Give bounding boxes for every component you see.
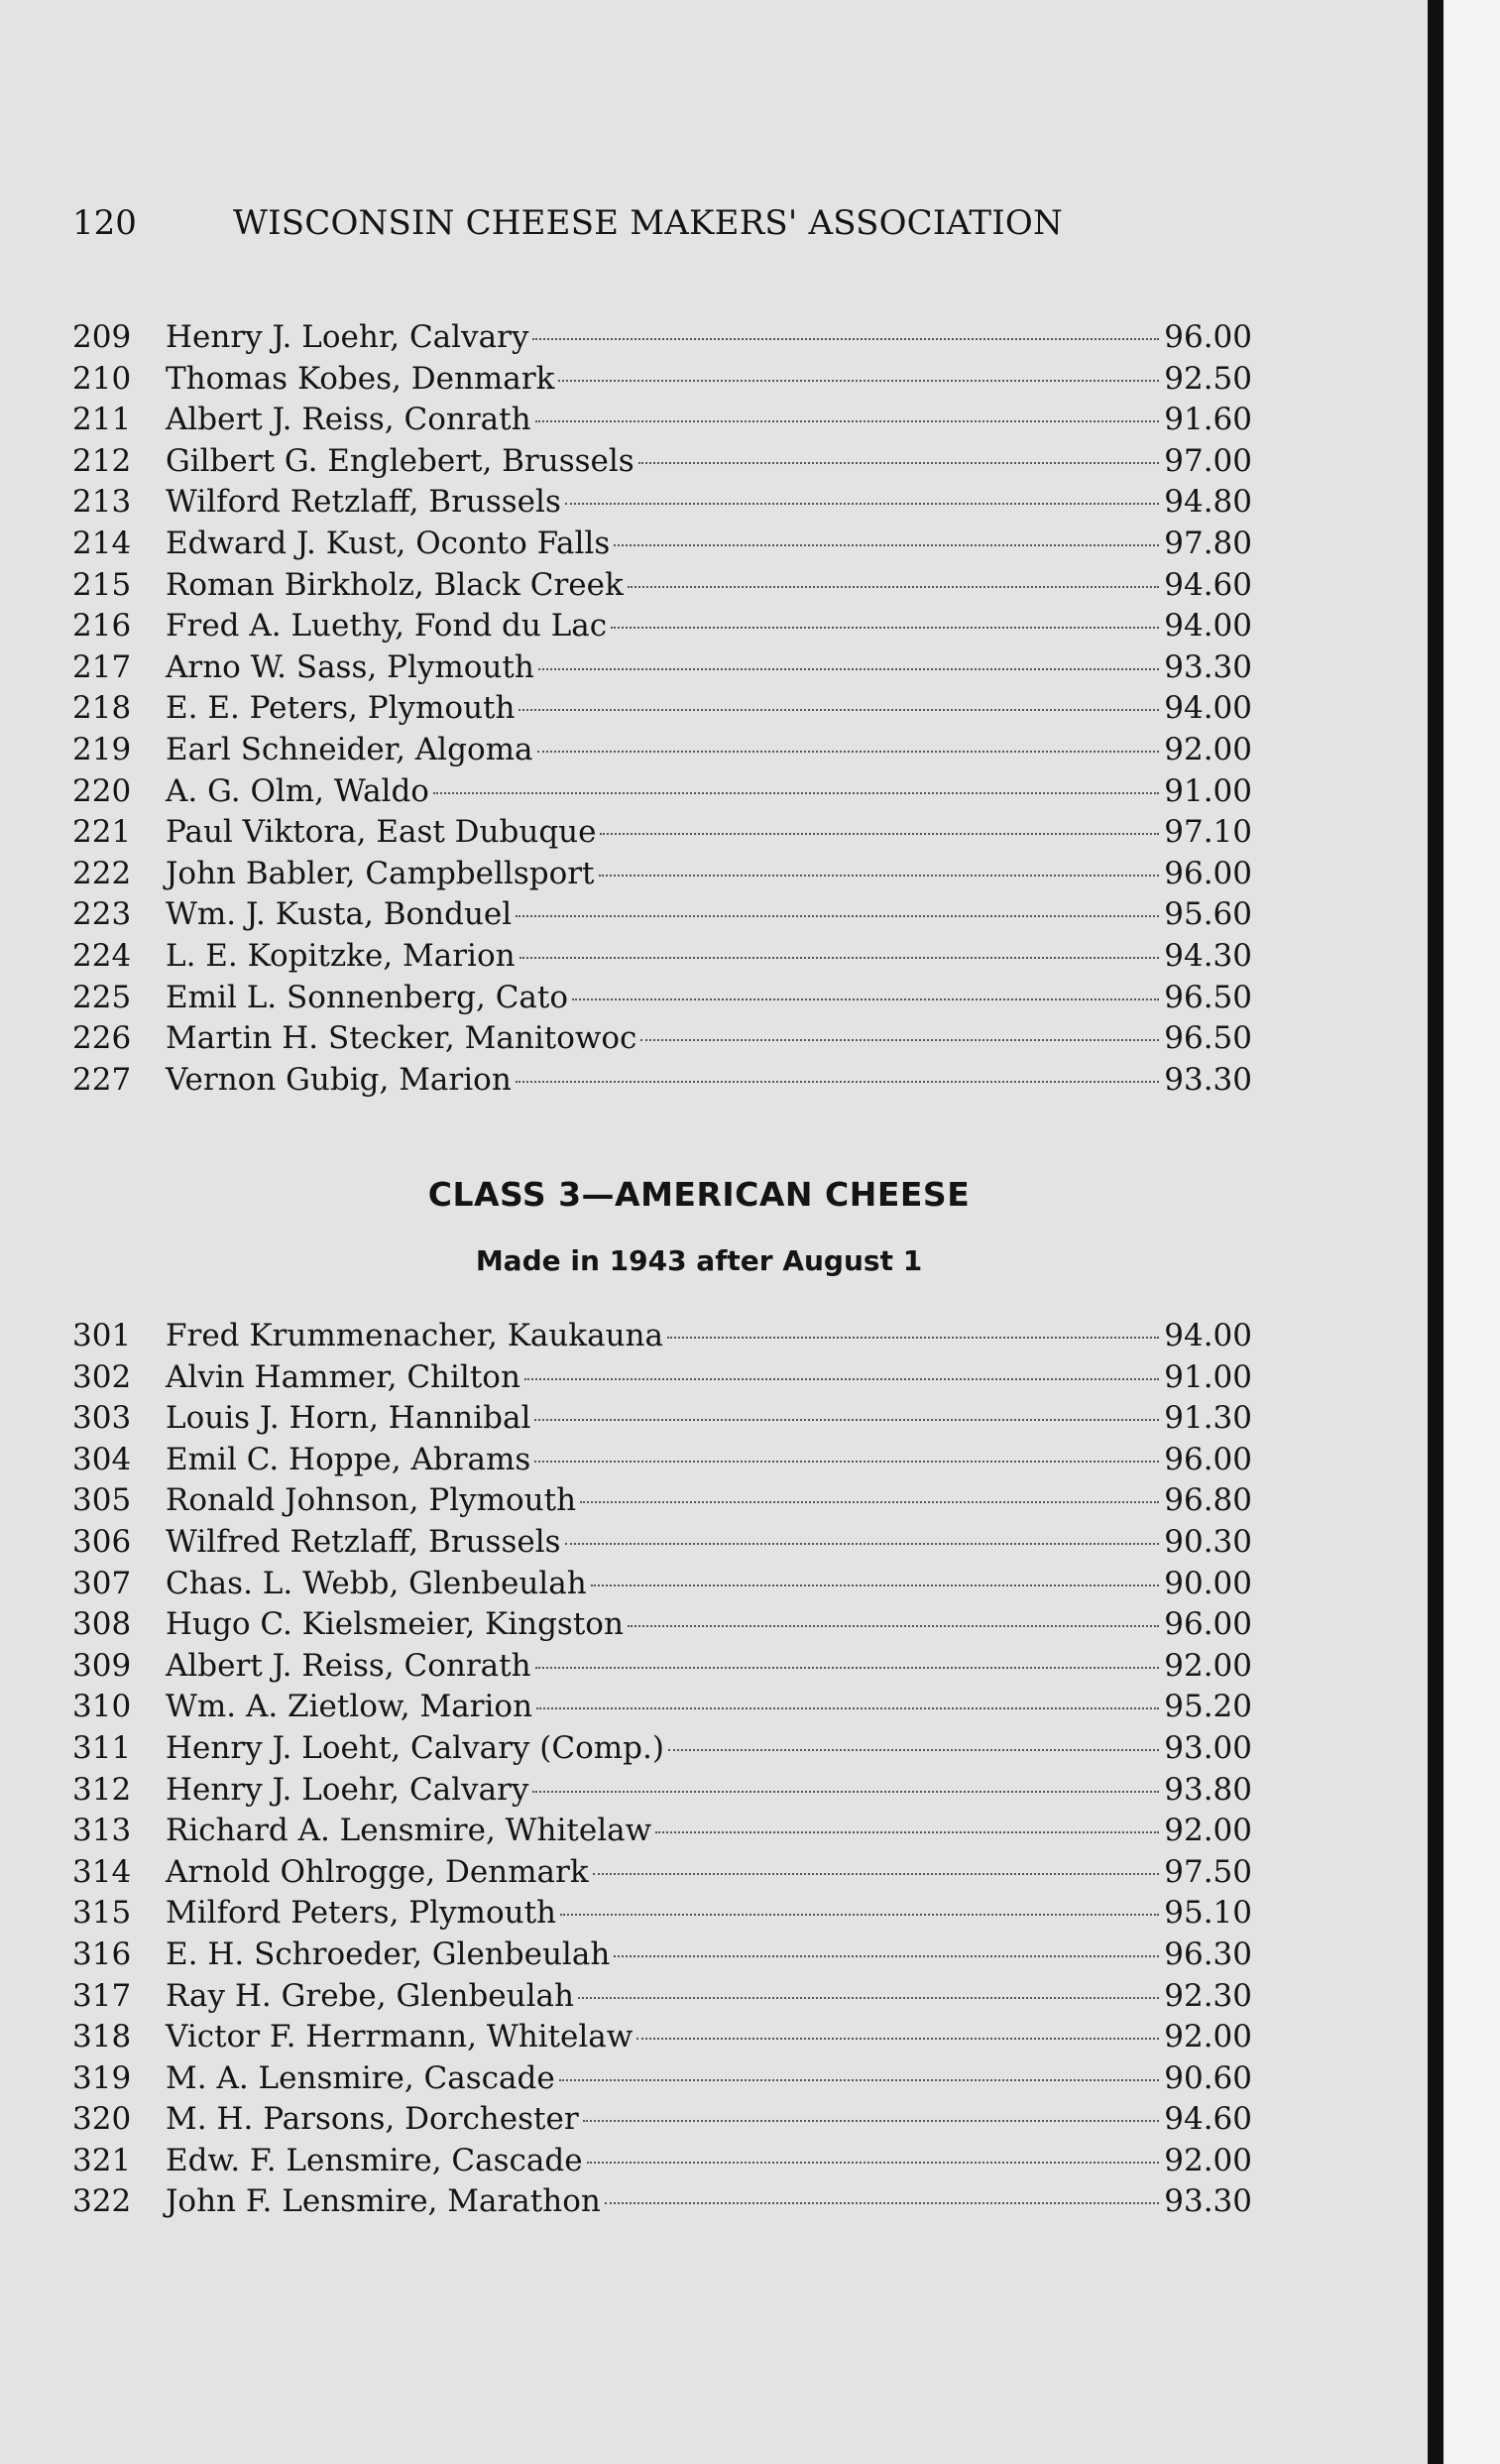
dot-leader [535,420,1159,422]
entry-name: Earl Schneider, Algoma [166,731,533,767]
entry-score: 94.00 [1164,1318,1252,1353]
entry-score: 96.80 [1164,1482,1252,1519]
entry-number: 319 [72,2059,132,2096]
dot-leader [599,875,1159,877]
entry-name: A. G. Olm, Waldo [166,772,429,809]
entry-row [72,894,1252,936]
entry-score: 93.80 [1164,1771,1252,1808]
entry-row [72,1316,1252,1357]
entry-name: Emil L. Sonnenberg, Cato [166,979,569,1015]
entry-row [72,2058,1252,2100]
entry-row [72,978,1252,1019]
dot-leader [559,2079,1159,2081]
entry-row [72,730,1252,771]
entry-number: 213 [72,484,132,521]
dot-leader [534,1419,1159,1421]
running-head [72,203,1103,247]
dot-leader [640,1039,1159,1041]
entry-name: Arno W. Sass, Plymouth [166,648,534,685]
dot-leader [534,1461,1159,1463]
entry-row [72,1852,1252,1894]
entry-score: 97.10 [1164,814,1252,851]
entry-number: 224 [72,937,132,974]
entry-row [72,482,1252,524]
entry-name: Albert J. Reiss, Conrath [166,1647,531,1684]
entry-name: Thomas Kobes, Denmark [166,360,555,397]
dot-leader [655,1831,1159,1833]
entry-score: 95.20 [1164,1689,1252,1725]
entry-row [72,317,1252,359]
entry-name: Arnold Ohlrogge, Denmark [166,1853,589,1890]
entry-number: 311 [72,1729,132,1766]
entry-number: 308 [72,1606,132,1643]
entry-number: 220 [72,772,132,809]
entry-score: 92.00 [1164,2142,1252,2178]
entry-name: E. H. Schroeder, Glenbeulah [166,1936,611,1972]
entry-row [72,441,1252,483]
dot-leader [516,915,1159,917]
dot-leader [433,792,1159,794]
entry-row [72,1522,1252,1564]
entry-name: Richard A. Lensmire, Whitelaw [166,1813,652,1849]
entry-score: 94.00 [1164,690,1252,727]
entry-row [72,812,1252,854]
entry-number: 304 [72,1441,132,1477]
dot-leader [565,1543,1159,1545]
dot-leader [628,1625,1159,1627]
entry-row [72,936,1252,978]
entry-name: Vernon Gubig, Marion [166,1061,512,1098]
entry-score: 97.00 [1164,442,1252,479]
dot-leader [580,1501,1159,1503]
entry-score: 92.00 [1164,1647,1252,1684]
entry-list-class-3 [72,1316,1252,2223]
entry-number: 212 [72,442,132,479]
entry-row [72,647,1252,689]
entry-number: 221 [72,814,132,851]
dot-leader [578,1997,1159,1999]
entry-row [72,606,1252,647]
entry-number: 215 [72,566,132,603]
entry-number: 209 [72,319,132,355]
dot-leader [638,462,1159,464]
entry-row [72,1893,1252,1935]
dot-leader [614,1955,1159,1957]
entry-score: 92.00 [1164,1813,1252,1849]
entry-row [72,1060,1252,1102]
entry-number: 301 [72,1318,132,1353]
dot-leader [605,2202,1159,2204]
entry-score: 92.00 [1164,2019,1252,2055]
book-edge-shadow [1428,0,1443,2464]
entry-number: 218 [72,690,132,727]
entry-name: Wilfred Retzlaff, Brussels [166,1523,561,1560]
entry-list-class-2 [72,317,1252,1101]
entry-name: Fred Krummenacher, Kaukauna [166,1318,663,1353]
entry-number: 314 [72,1853,132,1890]
entry-number: 302 [72,1358,132,1395]
entry-score: 92.50 [1164,360,1252,397]
entry-score: 96.00 [1164,1606,1252,1643]
entry-name: Albert J. Reiss, Conrath [166,402,531,438]
entry-name: Henry J. Loehr, Calvary [166,1771,529,1808]
entry-score: 95.10 [1164,1895,1252,1932]
entry-name: Edw. F. Lensmire, Cascade [166,2142,583,2178]
entry-number: 216 [72,608,132,645]
entry-number: 316 [72,1936,132,1972]
entry-score: 90.00 [1164,1565,1252,1601]
entry-number: 307 [72,1565,132,1601]
entry-number: 318 [72,2019,132,2055]
entry-score: 96.50 [1164,979,1252,1015]
entry-number: 303 [72,1400,132,1437]
entry-name: L. E. Kopitzke, Marion [166,937,516,974]
entry-name: John F. Lensmire, Marathon [166,2183,601,2220]
section-subheading: Made in 1943 after August 1 [475,1244,923,1277]
entry-name: Henry J. Loeht, Calvary (Comp.) [166,1729,664,1766]
entry-row [72,2181,1252,2223]
entry-score: 93.30 [1164,2183,1252,2220]
entry-score: 93.00 [1164,1729,1252,1766]
dot-leader [636,2038,1159,2040]
dot-leader [535,1667,1159,1669]
scan-background [1443,0,1500,2464]
entry-number: 321 [72,2142,132,2178]
entry-row [72,1811,1252,1852]
entry-score: 92.00 [1164,731,1252,767]
entry-score: 94.60 [1164,566,1252,603]
entry-name: Victor F. Herrmann, Whitelaw [166,2019,634,2055]
dot-leader [560,1914,1159,1916]
entry-row [72,1728,1252,1770]
entry-name: Ronald Johnson, Plymouth [166,1482,577,1519]
entry-name: Louis J. Horn, Hannibal [166,1400,531,1437]
entry-score: 91.00 [1164,1358,1252,1395]
entry-score: 94.30 [1164,937,1252,974]
entry-score: 94.60 [1164,2101,1252,2138]
entry-score: 96.00 [1164,855,1252,891]
dot-leader [667,1337,1159,1339]
entry-name: Chas. L. Webb, Glenbeulah [166,1565,587,1601]
entry-name: Emil C. Hoppe, Abrams [166,1441,531,1477]
entry-number: 313 [72,1813,132,1849]
entry-number: 305 [72,1482,132,1519]
entry-score: 93.30 [1164,1061,1252,1098]
entry-number: 306 [72,1523,132,1560]
entry-row [72,854,1252,895]
entry-number: 225 [72,979,132,1015]
entry-name: Paul Viktora, East Dubuque [166,814,597,851]
dot-leader [532,1791,1159,1793]
entry-name: Henry J. Loehr, Calvary [166,319,529,355]
entry-name: Martin H. Stecker, Manitowoc [166,1020,637,1057]
entry-name: Hugo C. Kielsmeier, Kingston [166,1606,624,1643]
entry-row [72,1604,1252,1646]
entry-row [72,1687,1252,1728]
entry-name: Fred A. Luethy, Fond du Lac [166,608,608,645]
dot-leader [519,957,1159,959]
dot-leader [524,1378,1159,1380]
entry-name: Ray H. Grebe, Glenbeulah [166,1977,574,2014]
entry-name: Gilbert G. Englebert, Brussels [166,442,635,479]
dot-leader [532,338,1159,340]
dot-leader [611,627,1159,629]
entry-name: Wilford Retzlaff, Brussels [166,484,561,521]
entry-number: 317 [72,1977,132,2014]
entry-number: 210 [72,360,132,397]
entry-name: Roman Birkholz, Black Creek [166,566,624,603]
entry-name: John Babler, Campbellsport [166,855,595,891]
entry-score: 97.80 [1164,525,1252,561]
dot-leader [519,709,1159,711]
dot-leader [565,503,1159,505]
entry-row [72,771,1252,813]
page-number: 120 [72,203,137,243]
entry-score: 97.50 [1164,1853,1252,1890]
entry-score: 91.30 [1164,1400,1252,1437]
entry-row [72,1935,1252,1976]
entry-row [72,1564,1252,1605]
entry-number: 219 [72,731,132,767]
entry-name: M. A. Lensmire, Cascade [166,2059,555,2096]
entry-number: 309 [72,1647,132,1684]
entry-number: 315 [72,1895,132,1932]
dot-leader [516,1081,1159,1083]
entry-score: 93.30 [1164,648,1252,685]
dot-leader [537,751,1160,753]
page-title: WISCONSIN CHEESE MAKERS' ASSOCIATION [233,203,1063,243]
entry-score: 95.60 [1164,896,1252,933]
dot-leader [614,544,1159,546]
entry-row [72,359,1252,401]
entry-number: 226 [72,1020,132,1057]
entry-score: 96.00 [1164,1441,1252,1477]
entry-row [72,565,1252,607]
entry-row [72,1357,1252,1399]
dot-leader [558,380,1159,382]
entry-name: E. E. Peters, Plymouth [166,690,516,727]
entry-name: Wm. A. Zietlow, Marion [166,1689,533,1725]
entry-number: 223 [72,896,132,933]
entry-row [72,2017,1252,2058]
entry-row [72,2141,1252,2182]
entry-row [72,1018,1252,1060]
entry-row [72,1770,1252,1812]
dot-leader [600,833,1159,835]
section-heading: CLASS 3—AMERICAN CHEESE [427,1175,971,1214]
entry-number: 322 [72,2183,132,2220]
entry-score: 90.30 [1164,1523,1252,1560]
entry-row [72,524,1252,565]
entry-number: 227 [72,1061,132,1098]
entry-score: 96.00 [1164,319,1252,355]
entry-row [72,400,1252,441]
dot-leader [538,668,1159,670]
entry-name: M. H. Parsons, Dorchester [166,2101,579,2138]
entry-row [72,2099,1252,2141]
entry-score: 96.30 [1164,1936,1252,1972]
entry-row [72,1976,1252,2018]
entry-number: 211 [72,402,132,438]
entry-number: 312 [72,1771,132,1808]
entry-score: 90.60 [1164,2059,1252,2096]
entry-score: 94.00 [1164,608,1252,645]
entry-row [72,1480,1252,1522]
dot-leader [591,1584,1159,1586]
dot-leader [583,2120,1159,2122]
entry-name: Milford Peters, Plymouth [166,1895,557,1932]
dot-leader [536,1707,1159,1709]
entry-number: 214 [72,525,132,561]
entry-number: 222 [72,855,132,891]
entry-score: 96.50 [1164,1020,1252,1057]
dot-leader [593,1873,1159,1875]
entry-name: Edward J. Kust, Oconto Falls [166,525,611,561]
dot-leader [572,998,1159,1000]
entry-number: 310 [72,1689,132,1725]
dot-leader [668,1749,1159,1751]
dot-leader [628,586,1159,588]
entry-score: 91.60 [1164,402,1252,438]
entry-number: 217 [72,648,132,685]
entry-row [72,688,1252,730]
entry-row [72,1398,1252,1440]
entry-name: Alvin Hammer, Chilton [166,1358,520,1395]
entry-number: 320 [72,2101,132,2138]
entry-row [72,1646,1252,1688]
entry-score: 94.80 [1164,484,1252,521]
entry-row [72,1440,1252,1481]
entry-name: Wm. J. Kusta, Bonduel [166,896,513,933]
entry-score: 92.30 [1164,1977,1252,2014]
dot-leader [587,2162,1159,2164]
entry-score: 91.00 [1164,772,1252,809]
